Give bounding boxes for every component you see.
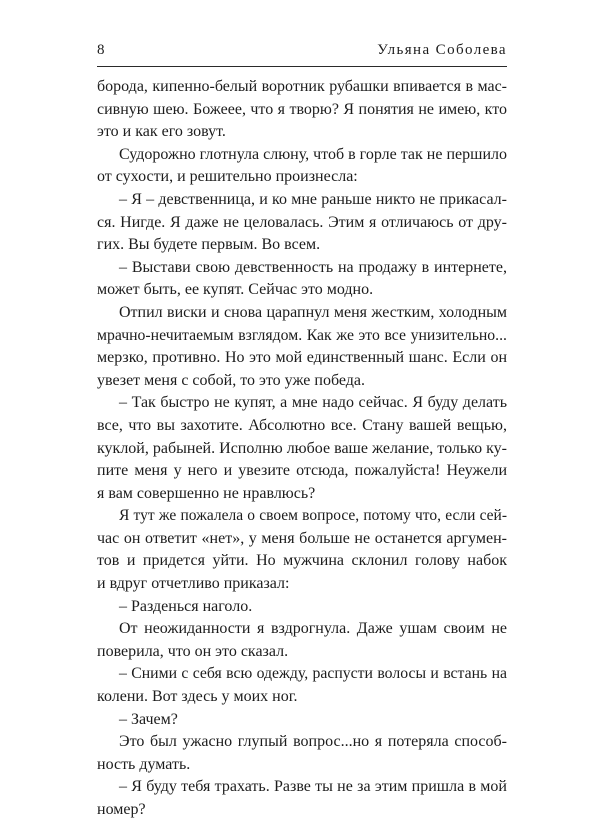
text-line: от сухости, и решительно произнесла: <box>97 168 358 186</box>
text-line: и вдруг отчетливо приказал: <box>97 575 290 593</box>
text-line: увезет меня с собой, то это уже победа. <box>97 371 366 389</box>
text-line: мерзко, противно. Но это мой единственный шанс. Если он <box>97 349 507 367</box>
text-line: час он ответит «нет», у меня больше не останется аргумен- <box>97 529 507 547</box>
text-line: борода, кипенно-белый воротник рубашки впивается в мас- <box>97 78 507 95</box>
text-line: – Я буду тебя трахать. Разве ты не за этим пришла в мой <box>119 778 507 796</box>
text-line: Я тут же пожалела о своем вопросе, потому что, если сей- <box>119 507 507 525</box>
text-line: куклой, рабыней. Исполню любое ваше желание, только ку- <box>97 439 507 457</box>
page-number: 8 <box>97 42 105 58</box>
text-line: это и как его зовут. <box>97 123 226 141</box>
body-text <box>97 76 507 822</box>
text-line: – Выстави свою девственность на продажу в интернете, <box>119 258 507 276</box>
text-line: сивную шею. Божеее, что я творю? Я понятия не имею, кто <box>97 100 507 118</box>
text-line: – Так быстро не купят, а мне надо сейчас. Я буду делать <box>119 394 507 412</box>
text-line: я вам совершенно не нравлюсь? <box>97 484 316 502</box>
running-head-author: Ульяна Соболева <box>377 42 507 58</box>
text-line: – Зачем? <box>119 710 178 728</box>
page-header <box>97 38 507 64</box>
text-line: Судорожно глотнула слюну, чтоб в горле так не першило <box>119 145 507 163</box>
text-line: Это был ужасно глупый вопрос...но я потеряла способ- <box>119 733 507 751</box>
text-line: номер? <box>97 801 146 818</box>
text-line: колени. Вот здесь у моих ног. <box>97 688 298 706</box>
text-line: тов и придется уйти. Но мужчина склонил голову набок <box>97 552 507 570</box>
text-line: Отпил виски и снова царапнул меня жестким, холодным <box>119 303 507 321</box>
text-line: все, что вы захотите. Абсолютно все. Стану вашей вещью, <box>97 416 507 434</box>
text-line: – Разденься наголо. <box>119 597 253 615</box>
text-line: ность думать. <box>97 755 191 773</box>
text-line: ся. Нигде. Я даже не целовалась. Этим я отличаюсь от дру- <box>97 213 507 231</box>
header-rule <box>97 66 507 67</box>
text-line: пите меня у него и увезите отсюда, пожалуйста! Неужели <box>97 462 507 480</box>
text-line: мрачно-нечитаемым взглядом. Как же это все унизительно... <box>97 326 507 344</box>
text-line: поверила, что он это сказал. <box>97 642 289 660</box>
text-line: – Я – девственница, и ко мне раньше никто не прикасал- <box>119 190 507 208</box>
text-line: может быть, ее купят. Сейчас это модно. <box>97 281 374 299</box>
text-line: гих. Вы будете первым. Во всем. <box>97 236 321 254</box>
text-line: От неожиданности я вздрогнула. Даже ушам своим не <box>119 620 507 638</box>
text-line: – Сними с себя всю одежду, распусти волосы и встань на <box>119 665 507 683</box>
